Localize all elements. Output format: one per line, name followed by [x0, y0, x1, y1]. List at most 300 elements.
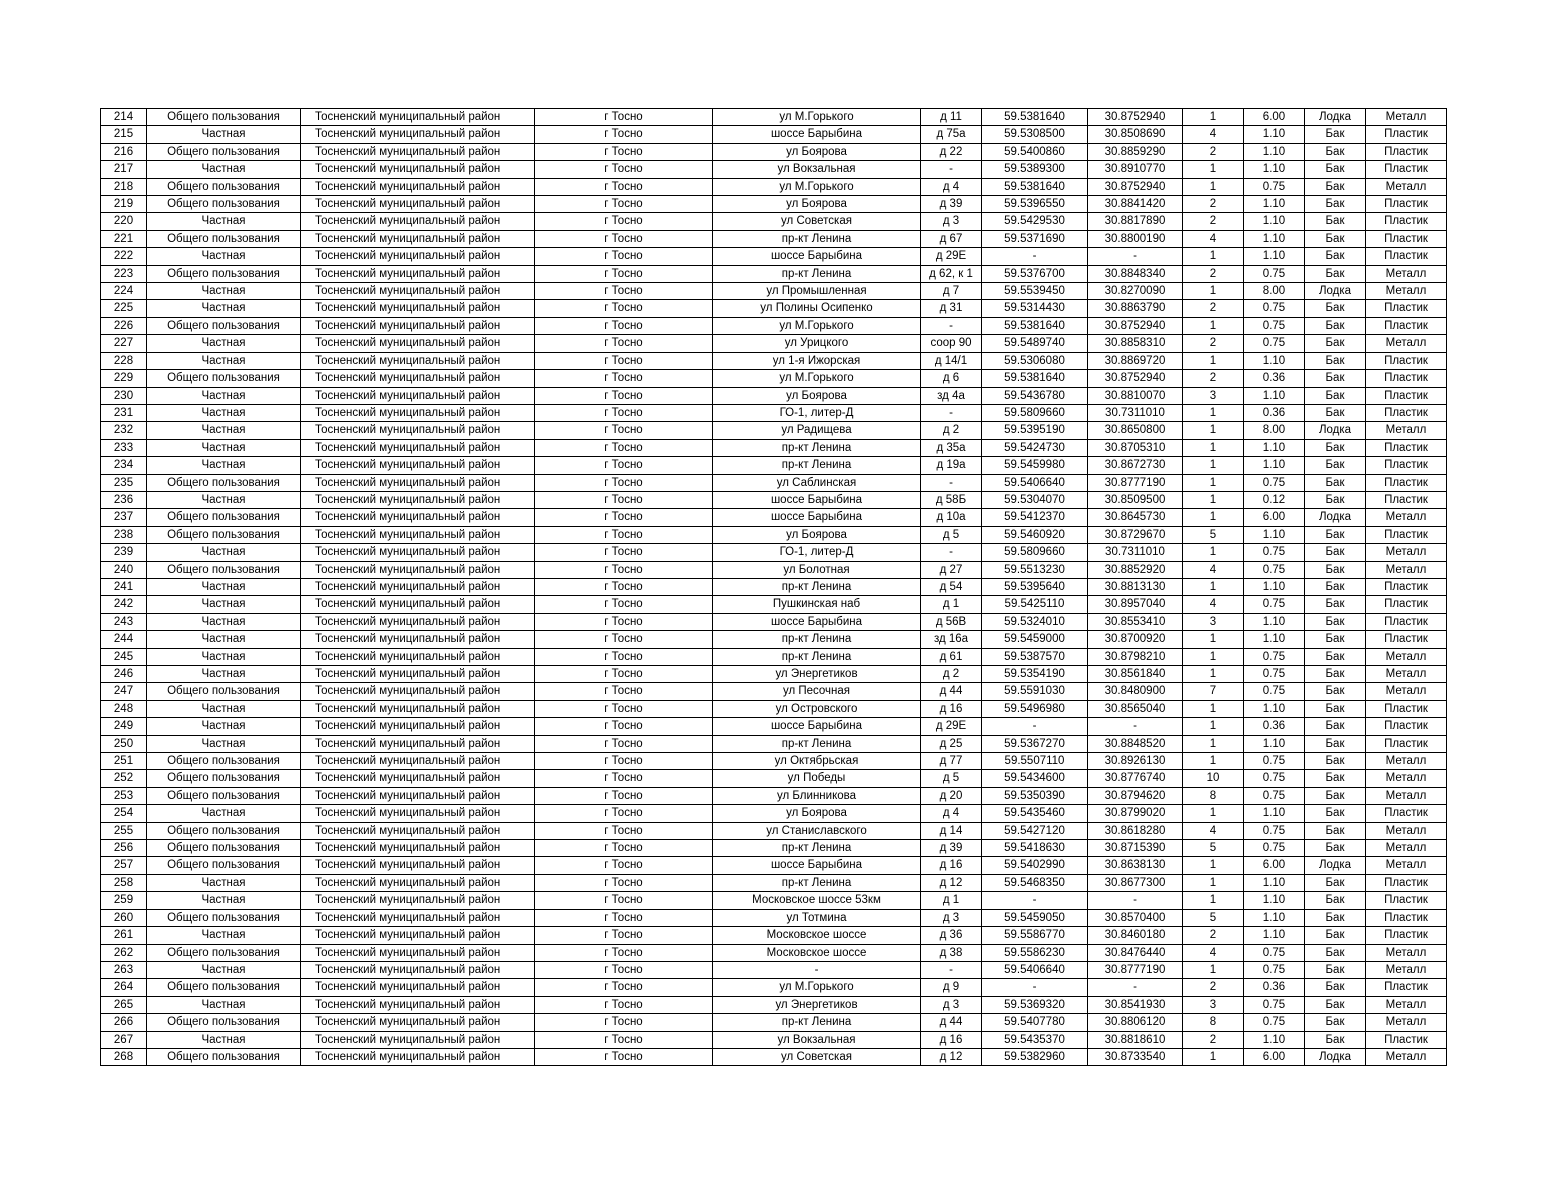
cell-house: д 4: [921, 178, 982, 195]
cell-container-count: 10: [1183, 770, 1244, 787]
table-row: [101, 161, 1447, 178]
cell-row-number: 240: [101, 561, 147, 578]
cell-latitude: 59.5412370: [982, 509, 1088, 526]
data-table-sheet: [100, 108, 1446, 1066]
cell-row-number: 258: [101, 874, 147, 891]
cell-container-volume: 1.10: [1244, 248, 1305, 265]
cell-container-type: Бак: [1305, 230, 1366, 247]
cell-longitude: 30.8565040: [1088, 700, 1183, 717]
cell-district: Тосненский муниципальный район: [301, 666, 535, 683]
cell-house: зд 16а: [921, 631, 982, 648]
cell-container-count: 2: [1183, 300, 1244, 317]
cell-container-type: Бак: [1305, 613, 1366, 630]
cell-row-number: 257: [101, 857, 147, 874]
cell-ownership-type: Частная: [147, 161, 301, 178]
table-row: [101, 578, 1447, 595]
cell-district: Тосненский муниципальный район: [301, 909, 535, 926]
cell-district: Тосненский муниципальный район: [301, 143, 535, 160]
table-row: [101, 700, 1447, 717]
cell-latitude: 59.5586770: [982, 927, 1088, 944]
cell-district: Тосненский муниципальный район: [301, 927, 535, 944]
cell-ownership-type: Общего пользования: [147, 909, 301, 926]
cell-ownership-type: Общего пользования: [147, 474, 301, 491]
cell-ownership-type: Общего пользования: [147, 770, 301, 787]
cell-street: шоссе Барыбина: [713, 718, 921, 735]
cell-ownership-type: Частная: [147, 126, 301, 143]
cell-row-number: 259: [101, 892, 147, 909]
cell-latitude: 59.5429530: [982, 213, 1088, 230]
cell-material: Металл: [1366, 787, 1447, 804]
cell-container-count: 2: [1183, 143, 1244, 160]
cell-latitude: 59.5381640: [982, 109, 1088, 126]
cell-latitude: 59.5586230: [982, 944, 1088, 961]
cell-container-volume: 1.10: [1244, 387, 1305, 404]
cell-longitude: 30.8638130: [1088, 857, 1183, 874]
cell-city: г Тосно: [535, 979, 713, 996]
cell-city: г Тосно: [535, 787, 713, 804]
cell-material: Пластик: [1366, 404, 1447, 421]
cell-container-count: 2: [1183, 335, 1244, 352]
cell-container-type: Бак: [1305, 143, 1366, 160]
cell-material: Пластик: [1366, 718, 1447, 735]
cell-house: д 14: [921, 822, 982, 839]
cell-city: г Тосно: [535, 683, 713, 700]
cell-row-number: 261: [101, 927, 147, 944]
cell-container-volume: 0.36: [1244, 404, 1305, 421]
cell-material: Металл: [1366, 753, 1447, 770]
cell-district: Тосненский муниципальный район: [301, 248, 535, 265]
cell-container-count: 8: [1183, 1014, 1244, 1031]
cell-house: д 25: [921, 735, 982, 752]
cell-container-type: Бак: [1305, 700, 1366, 717]
table-row: [101, 1031, 1447, 1048]
cell-district: Тосненский муниципальный район: [301, 561, 535, 578]
cell-container-count: 8: [1183, 787, 1244, 804]
cell-row-number: 227: [101, 335, 147, 352]
cell-material: Пластик: [1366, 979, 1447, 996]
cell-container-volume: 6.00: [1244, 857, 1305, 874]
table-row: [101, 805, 1447, 822]
cell-latitude: 59.5369320: [982, 996, 1088, 1013]
cell-container-type: Бак: [1305, 317, 1366, 334]
cell-ownership-type: Общего пользования: [147, 109, 301, 126]
cell-district: Тосненский муниципальный район: [301, 544, 535, 561]
cell-row-number: 253: [101, 787, 147, 804]
cell-street: Пушкинская наб: [713, 596, 921, 613]
cell-house: д 67: [921, 230, 982, 247]
cell-container-type: Лодка: [1305, 283, 1366, 300]
cell-container-volume: 0.75: [1244, 300, 1305, 317]
cell-container-type: Бак: [1305, 265, 1366, 282]
cell-material: Пластик: [1366, 805, 1447, 822]
cell-row-number: 223: [101, 265, 147, 282]
cell-material: Пластик: [1366, 491, 1447, 508]
cell-material: Пластик: [1366, 613, 1447, 630]
cell-street: ул Промышленная: [713, 283, 921, 300]
cell-latitude: 59.5435370: [982, 1031, 1088, 1048]
cell-longitude: 30.8645730: [1088, 509, 1183, 526]
cell-latitude: 59.5436780: [982, 387, 1088, 404]
cell-row-number: 235: [101, 474, 147, 491]
cell-container-count: 1: [1183, 509, 1244, 526]
cell-longitude: 30.8858310: [1088, 335, 1183, 352]
cell-district: Тосненский муниципальный район: [301, 840, 535, 857]
table-row: [101, 196, 1447, 213]
cell-ownership-type: Общего пользования: [147, 509, 301, 526]
cell-row-number: 218: [101, 178, 147, 195]
cell-row-number: 255: [101, 822, 147, 839]
cell-street: шоссе Барыбина: [713, 126, 921, 143]
cell-house: д 11: [921, 109, 982, 126]
table-row: [101, 126, 1447, 143]
cell-street: ул Энергетиков: [713, 996, 921, 1013]
cell-city: г Тосно: [535, 230, 713, 247]
cell-container-volume: 0.75: [1244, 596, 1305, 613]
table-row: [101, 317, 1447, 334]
cell-ownership-type: Общего пользования: [147, 370, 301, 387]
cell-container-volume: 1.10: [1244, 439, 1305, 456]
cell-container-count: 1: [1183, 735, 1244, 752]
cell-ownership-type: Общего пользования: [147, 196, 301, 213]
cell-street: пр-кт Ленина: [713, 230, 921, 247]
cell-row-number: 236: [101, 491, 147, 508]
cell-street: ул Вокзальная: [713, 161, 921, 178]
cell-district: Тосненский муниципальный район: [301, 474, 535, 491]
cell-row-number: 262: [101, 944, 147, 961]
cell-longitude: 30.8852920: [1088, 561, 1183, 578]
cell-container-count: 5: [1183, 840, 1244, 857]
cell-longitude: 30.8794620: [1088, 787, 1183, 804]
cell-district: Тосненский муниципальный район: [301, 422, 535, 439]
cell-street: шоссе Барыбина: [713, 509, 921, 526]
cell-row-number: 229: [101, 370, 147, 387]
cell-row-number: 248: [101, 700, 147, 717]
cell-row-number: 256: [101, 840, 147, 857]
cell-longitude: 30.8859290: [1088, 143, 1183, 160]
cell-street: ул М.Горького: [713, 317, 921, 334]
cell-longitude: -: [1088, 892, 1183, 909]
cell-container-type: Бак: [1305, 248, 1366, 265]
cell-material: Пластик: [1366, 370, 1447, 387]
cell-material: Пластик: [1366, 631, 1447, 648]
cell-street: ул Радищева: [713, 422, 921, 439]
cell-container-type: Бак: [1305, 474, 1366, 491]
cell-house: д 39: [921, 196, 982, 213]
cell-longitude: 30.8810070: [1088, 387, 1183, 404]
cell-district: Тосненский муниципальный район: [301, 735, 535, 752]
cell-container-count: 5: [1183, 526, 1244, 543]
cell-district: Тосненский муниципальный район: [301, 683, 535, 700]
cell-district: Тосненский муниципальный район: [301, 335, 535, 352]
cell-container-type: Бак: [1305, 631, 1366, 648]
cell-house: д 29Е: [921, 718, 982, 735]
cell-container-count: 7: [1183, 683, 1244, 700]
cell-house: д 16: [921, 700, 982, 717]
cell-latitude: 59.5395640: [982, 578, 1088, 595]
cell-city: г Тосно: [535, 718, 713, 735]
cell-house: д 12: [921, 874, 982, 891]
cell-longitude: -: [1088, 718, 1183, 735]
cell-latitude: 59.5350390: [982, 787, 1088, 804]
cell-latitude: -: [982, 979, 1088, 996]
cell-city: г Тосно: [535, 892, 713, 909]
cell-house: -: [921, 161, 982, 178]
cell-street: ул Советская: [713, 213, 921, 230]
cell-container-type: Лодка: [1305, 857, 1366, 874]
cell-city: г Тосно: [535, 596, 713, 613]
table-row: [101, 840, 1447, 857]
cell-street: ул М.Горького: [713, 370, 921, 387]
table-row: [101, 544, 1447, 561]
cell-material: Металл: [1366, 1014, 1447, 1031]
cell-row-number: 224: [101, 283, 147, 300]
table-row: [101, 422, 1447, 439]
cell-row-number: 239: [101, 544, 147, 561]
cell-city: г Тосно: [535, 143, 713, 160]
cell-container-type: Бак: [1305, 909, 1366, 926]
cell-material: Пластик: [1366, 161, 1447, 178]
cell-container-volume: 1.10: [1244, 874, 1305, 891]
cell-city: г Тосно: [535, 735, 713, 752]
cell-container-volume: 0.75: [1244, 840, 1305, 857]
cell-container-volume: 1.10: [1244, 213, 1305, 230]
cell-container-type: Бак: [1305, 544, 1366, 561]
cell-container-volume: 1.10: [1244, 700, 1305, 717]
table-row: [101, 857, 1447, 874]
cell-container-volume: 1.10: [1244, 578, 1305, 595]
cell-city: г Тосно: [535, 422, 713, 439]
cell-street: пр-кт Ленина: [713, 457, 921, 474]
cell-longitude: 30.8650800: [1088, 422, 1183, 439]
cell-street: шоссе Барыбина: [713, 613, 921, 630]
cell-latitude: 59.5406640: [982, 474, 1088, 491]
cell-street: ул Боярова: [713, 143, 921, 160]
cell-material: Металл: [1366, 840, 1447, 857]
cell-container-volume: 1.10: [1244, 126, 1305, 143]
cell-longitude: 30.8848520: [1088, 735, 1183, 752]
cell-row-number: 231: [101, 404, 147, 421]
cell-container-count: 1: [1183, 283, 1244, 300]
cell-district: Тосненский муниципальный район: [301, 526, 535, 543]
cell-longitude: 30.8841420: [1088, 196, 1183, 213]
cell-house: д 35а: [921, 439, 982, 456]
cell-city: г Тосно: [535, 213, 713, 230]
cell-container-type: Бак: [1305, 387, 1366, 404]
cell-longitude: 30.8733540: [1088, 1048, 1183, 1065]
cell-container-count: 1: [1183, 109, 1244, 126]
cell-container-volume: 6.00: [1244, 1048, 1305, 1065]
cell-district: Тосненский муниципальный район: [301, 753, 535, 770]
cell-house: -: [921, 317, 982, 334]
cell-street: ул Саблинская: [713, 474, 921, 491]
cell-longitude: 30.8869720: [1088, 352, 1183, 369]
cell-longitude: -: [1088, 979, 1183, 996]
cell-container-volume: 0.36: [1244, 718, 1305, 735]
cell-ownership-type: Частная: [147, 700, 301, 717]
cell-house: д 16: [921, 1031, 982, 1048]
table-row: [101, 143, 1447, 160]
cell-container-type: Бак: [1305, 196, 1366, 213]
cell-street: Московское шоссе: [713, 927, 921, 944]
table-row: [101, 387, 1447, 404]
cell-row-number: 241: [101, 578, 147, 595]
cell-ownership-type: Частная: [147, 404, 301, 421]
cell-container-volume: 0.75: [1244, 753, 1305, 770]
cell-latitude: 59.5507110: [982, 753, 1088, 770]
cell-city: г Тосно: [535, 770, 713, 787]
cell-material: Пластик: [1366, 874, 1447, 891]
cell-row-number: 263: [101, 961, 147, 978]
cell-ownership-type: Общего пользования: [147, 753, 301, 770]
cell-latitude: 59.5314430: [982, 300, 1088, 317]
cell-district: Тосненский муниципальный район: [301, 857, 535, 874]
cell-container-type: Бак: [1305, 770, 1366, 787]
cell-material: Металл: [1366, 265, 1447, 282]
cell-container-type: Бак: [1305, 213, 1366, 230]
cell-row-number: 225: [101, 300, 147, 317]
cell-latitude: 59.5396550: [982, 196, 1088, 213]
cell-house: д 2: [921, 666, 982, 683]
cell-ownership-type: Частная: [147, 613, 301, 630]
cell-house: д 2: [921, 422, 982, 439]
cell-city: г Тосно: [535, 283, 713, 300]
cell-city: г Тосно: [535, 700, 713, 717]
cell-longitude: 30.8672730: [1088, 457, 1183, 474]
cell-longitude: 30.8561840: [1088, 666, 1183, 683]
cell-material: Пластик: [1366, 213, 1447, 230]
cell-container-count: 2: [1183, 196, 1244, 213]
cell-house: д 1: [921, 596, 982, 613]
cell-district: Тосненский муниципальный район: [301, 387, 535, 404]
cell-house: д 14/1: [921, 352, 982, 369]
cell-street: ул Боярова: [713, 196, 921, 213]
cell-longitude: 30.8553410: [1088, 613, 1183, 630]
cell-city: г Тосно: [535, 248, 713, 265]
cell-container-type: Бак: [1305, 457, 1366, 474]
cell-container-type: Бак: [1305, 1031, 1366, 1048]
cell-container-type: Бак: [1305, 352, 1366, 369]
cell-row-number: 230: [101, 387, 147, 404]
cell-city: г Тосно: [535, 526, 713, 543]
table-row: [101, 631, 1447, 648]
cell-longitude: 30.8777190: [1088, 961, 1183, 978]
cell-latitude: 59.5324010: [982, 613, 1088, 630]
cell-container-type: Лодка: [1305, 1048, 1366, 1065]
cell-container-count: 4: [1183, 822, 1244, 839]
cell-street: ул Боярова: [713, 387, 921, 404]
cell-ownership-type: Частная: [147, 996, 301, 1013]
cell-house: д 7: [921, 283, 982, 300]
cell-latitude: -: [982, 892, 1088, 909]
cell-container-type: Бак: [1305, 161, 1366, 178]
cell-city: г Тосно: [535, 1031, 713, 1048]
cell-city: г Тосно: [535, 961, 713, 978]
cell-row-number: 267: [101, 1031, 147, 1048]
cell-material: Металл: [1366, 822, 1447, 839]
table-row: [101, 979, 1447, 996]
cell-street: ул Полины Осипенко: [713, 300, 921, 317]
cell-latitude: 59.5381640: [982, 178, 1088, 195]
cell-longitude: -: [1088, 248, 1183, 265]
cell-row-number: 234: [101, 457, 147, 474]
cell-city: г Тосно: [535, 457, 713, 474]
cell-city: г Тосно: [535, 335, 713, 352]
cell-container-volume: 1.10: [1244, 909, 1305, 926]
cell-city: г Тосно: [535, 109, 713, 126]
cell-container-count: 2: [1183, 1031, 1244, 1048]
cell-material: Металл: [1366, 961, 1447, 978]
cell-house: д 39: [921, 840, 982, 857]
table-row: [101, 961, 1447, 978]
cell-container-volume: 1.10: [1244, 1031, 1305, 1048]
cell-district: Тосненский муниципальный район: [301, 578, 535, 595]
table-row: [101, 648, 1447, 665]
table-row: [101, 613, 1447, 630]
cell-district: Тосненский муниципальный район: [301, 944, 535, 961]
cell-house: д 6: [921, 370, 982, 387]
cell-row-number: 252: [101, 770, 147, 787]
table-row: [101, 404, 1447, 421]
cell-latitude: 59.5809660: [982, 544, 1088, 561]
cell-container-count: 2: [1183, 265, 1244, 282]
cell-house: д 9: [921, 979, 982, 996]
cell-latitude: 59.5376700: [982, 265, 1088, 282]
table-row: [101, 352, 1447, 369]
cell-container-type: Бак: [1305, 961, 1366, 978]
cell-city: г Тосно: [535, 648, 713, 665]
cell-latitude: 59.5354190: [982, 666, 1088, 683]
cell-row-number: 214: [101, 109, 147, 126]
cell-container-count: 1: [1183, 544, 1244, 561]
cell-row-number: 265: [101, 996, 147, 1013]
cell-latitude: 59.5387570: [982, 648, 1088, 665]
cell-street: ул Песочная: [713, 683, 921, 700]
cell-container-volume: 0.75: [1244, 178, 1305, 195]
cell-container-count: 1: [1183, 491, 1244, 508]
cell-container-type: Бак: [1305, 561, 1366, 578]
cell-material: Металл: [1366, 770, 1447, 787]
cell-container-volume: 1.10: [1244, 735, 1305, 752]
cell-container-volume: 1.10: [1244, 613, 1305, 630]
cell-container-count: 3: [1183, 613, 1244, 630]
cell-house: д 44: [921, 683, 982, 700]
cell-street: Московское шоссе 53км: [713, 892, 921, 909]
cell-container-volume: 0.75: [1244, 544, 1305, 561]
cell-container-type: Бак: [1305, 892, 1366, 909]
cell-container-type: Бак: [1305, 874, 1366, 891]
cell-container-volume: 1.10: [1244, 526, 1305, 543]
cell-container-volume: 0.75: [1244, 666, 1305, 683]
cell-row-number: 237: [101, 509, 147, 526]
table-row: [101, 753, 1447, 770]
cell-container-type: Бак: [1305, 1014, 1366, 1031]
cell-material: Пластик: [1366, 474, 1447, 491]
table-row: [101, 491, 1447, 508]
cell-district: Тосненский муниципальный район: [301, 805, 535, 822]
cell-longitude: 30.8677300: [1088, 874, 1183, 891]
cell-latitude: 59.5539450: [982, 283, 1088, 300]
cell-house: д 31: [921, 300, 982, 317]
cell-district: Тосненский муниципальный район: [301, 979, 535, 996]
cell-container-type: Бак: [1305, 178, 1366, 195]
cell-latitude: 59.5459980: [982, 457, 1088, 474]
table-row: [101, 683, 1447, 700]
cell-ownership-type: Общего пользования: [147, 143, 301, 160]
cell-street: ул М.Горького: [713, 178, 921, 195]
cell-district: Тосненский муниципальный район: [301, 700, 535, 717]
cell-district: Тосненский муниципальный район: [301, 213, 535, 230]
cell-house: д 19а: [921, 457, 982, 474]
